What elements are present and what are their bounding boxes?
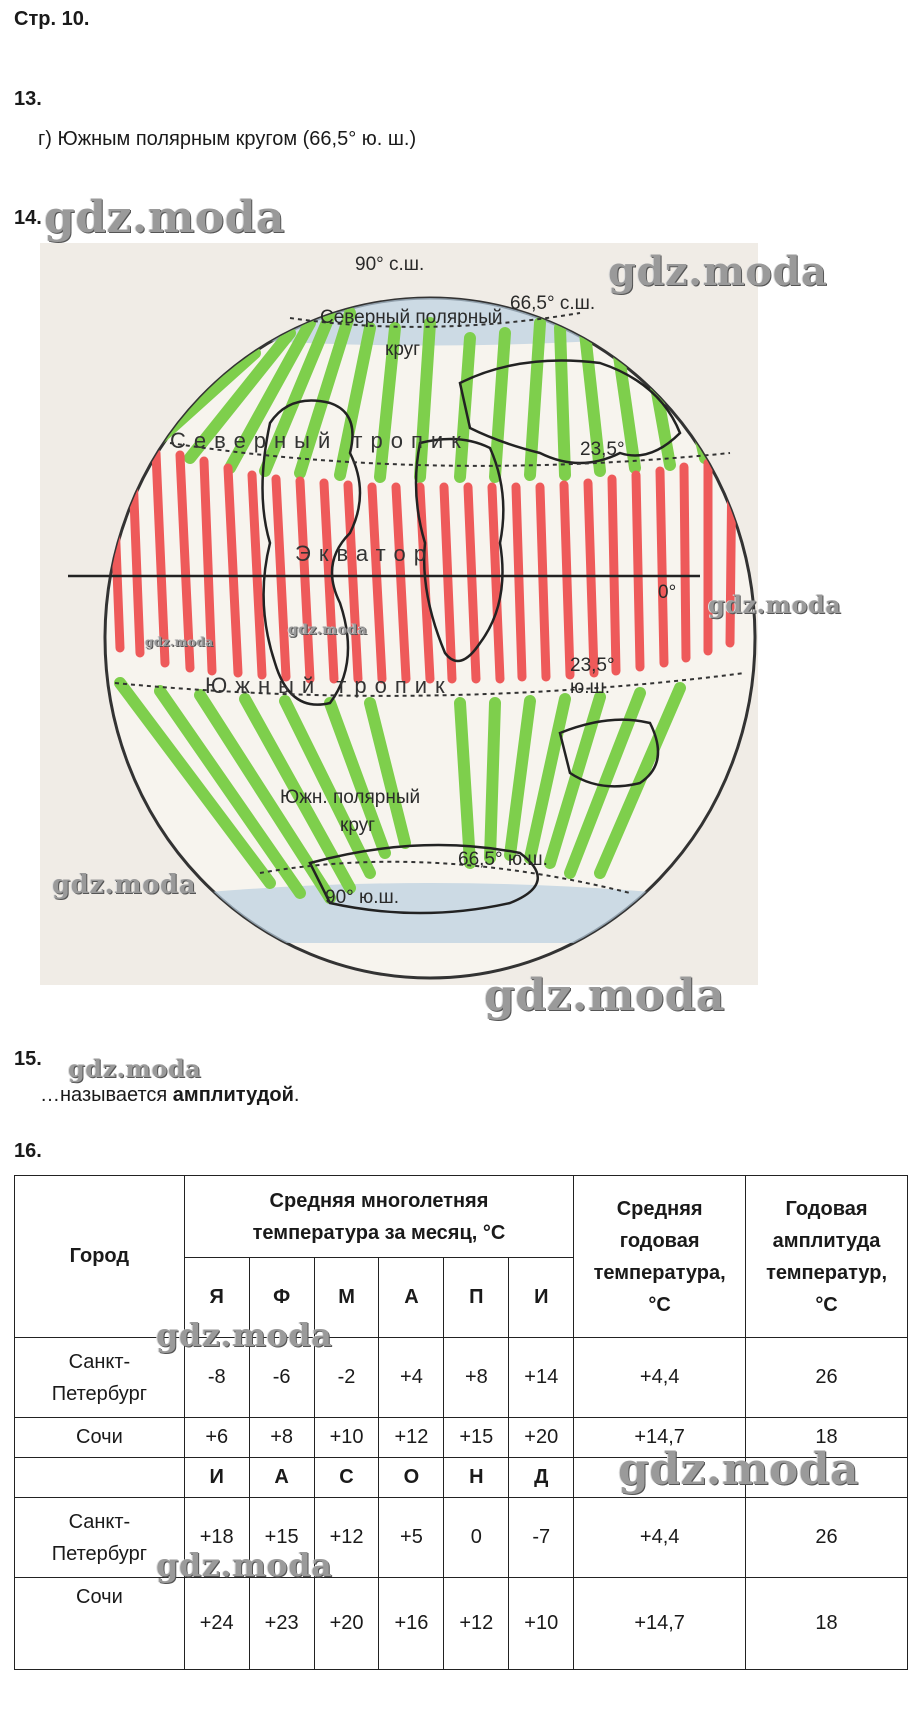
month-header: А	[379, 1258, 444, 1338]
header-annual-3: температура,	[593, 1261, 726, 1284]
watermark: gdz.moda	[156, 1546, 333, 1584]
label-north-tropic: Северный тропик	[170, 428, 469, 453]
header-amp-2: амплитуда	[772, 1229, 881, 1252]
value-cell: +4	[379, 1338, 444, 1418]
value-cell: -6	[249, 1338, 314, 1418]
city-name-1: Санкт-	[68, 1350, 131, 1373]
watermark: gdz.moda	[156, 1316, 333, 1354]
month-header: И	[509, 1258, 574, 1338]
month-header: И	[184, 1458, 249, 1498]
label-equator: Экватор	[295, 541, 434, 566]
watermark: gdz.moda	[68, 1054, 202, 1083]
header-monthly-1: Средняя многолетняя	[269, 1189, 489, 1212]
value-cell: +18	[184, 1498, 249, 1578]
amplitude-cell: 18	[746, 1578, 908, 1670]
month-header: О	[379, 1458, 444, 1498]
value-cell: 0	[444, 1498, 509, 1578]
month-header: Ф	[249, 1258, 314, 1338]
header-amp-3: температур,	[766, 1261, 887, 1284]
value-cell: +8	[249, 1418, 314, 1458]
q15-suffix: .	[293, 1084, 300, 1106]
value-cell: +10	[509, 1578, 574, 1670]
value-cell: -7	[509, 1498, 574, 1578]
city-cell: Сочи	[15, 1418, 185, 1458]
month-header: Д	[509, 1458, 574, 1498]
city-cell: Сочи	[15, 1578, 185, 1670]
header-annual-4: °С	[648, 1293, 671, 1316]
value-cell: +5	[379, 1498, 444, 1578]
header-annual-1: Средняя	[616, 1197, 703, 1220]
value-cell: +10	[314, 1418, 379, 1458]
label-235s-b: ю.ш.	[570, 677, 611, 698]
value-cell: +12	[444, 1578, 509, 1670]
value-cell: +16	[379, 1578, 444, 1670]
value-cell: +24	[184, 1578, 249, 1670]
month-header: Я	[184, 1258, 249, 1338]
watermark: gdz.moda	[44, 192, 286, 243]
watermark: gdz.moda	[608, 248, 828, 295]
header-monthly	[184, 1176, 573, 1258]
question-13-answer: г) Южным полярным кругом (66,5° ю. ш.)	[38, 128, 417, 150]
header-amp-1: Годовая	[785, 1197, 868, 1220]
label-235s-a: 23,5°	[570, 655, 615, 676]
month-header: П	[444, 1258, 509, 1338]
month-header: Н	[444, 1458, 509, 1498]
value-cell: +20	[509, 1418, 574, 1458]
question-15-number: 15.	[14, 1048, 42, 1070]
month-header: А	[249, 1458, 314, 1498]
annual-cell: +4,4	[574, 1498, 746, 1578]
value-cell: +15	[249, 1498, 314, 1578]
annual-cell: +14,7	[574, 1578, 746, 1670]
annual-cell: +14,7	[574, 1418, 746, 1458]
table-row	[15, 1578, 908, 1670]
header-city: Город	[15, 1176, 185, 1338]
q15-prefix: …называется	[40, 1084, 173, 1106]
label-antarctic-2: круг	[340, 815, 376, 836]
value-cell: +6	[184, 1418, 249, 1458]
value-cell: +14	[509, 1338, 574, 1418]
value-cell: +12	[379, 1418, 444, 1458]
header-annual	[574, 1176, 746, 1338]
city-name-1: Санкт-	[68, 1510, 131, 1533]
amplitude-cell: 26	[746, 1498, 908, 1578]
label-90s: 90° ю.ш.	[325, 887, 400, 908]
label-arctic-1: Северный полярный	[320, 307, 503, 328]
watermark: gdz.moda	[484, 970, 726, 1021]
table-row	[15, 1338, 908, 1418]
value-cell: +23	[249, 1578, 314, 1670]
label-665n: 66,5° с.ш.	[510, 293, 596, 314]
watermark: gdz.moda	[52, 870, 197, 900]
value-cell: +15	[444, 1418, 509, 1458]
header-monthly-2: температура за месяц, °С	[252, 1221, 506, 1244]
value-cell: +12	[314, 1498, 379, 1578]
city-name-2: Петербург	[51, 1542, 147, 1565]
label-90n: 90° с.ш.	[355, 254, 425, 275]
watermark: gdz.moda	[145, 635, 214, 649]
table-row	[15, 1498, 908, 1578]
question-15-answer	[40, 1084, 299, 1107]
watermark: gdz.moda	[618, 1444, 860, 1495]
watermark: gdz.moda	[708, 590, 842, 619]
month-header: С	[314, 1458, 379, 1498]
temperature-table	[14, 1175, 908, 1670]
value-cell: -2	[314, 1338, 379, 1418]
label-antarctic-1: Южн. полярный	[280, 787, 421, 808]
watermark: gdz.moda	[288, 622, 368, 638]
amplitude-cell: 26	[746, 1338, 908, 1418]
value-cell: -8	[184, 1338, 249, 1418]
label-665s: 66,5° ю.ш.	[458, 849, 548, 870]
label-zero: 0°	[658, 582, 677, 603]
value-cell: +20	[314, 1578, 379, 1670]
label-south-tropic: Южный тропик	[205, 673, 453, 698]
label-235n: 23,5°	[580, 439, 625, 460]
city-name-2: Петербург	[51, 1382, 147, 1405]
page-title: Стр. 10.	[14, 8, 90, 30]
header-amplitude	[746, 1176, 908, 1338]
amplitude-cell: 18	[746, 1418, 908, 1458]
question-13-number: 13.	[14, 88, 42, 110]
question-16-number: 16.	[14, 1140, 42, 1162]
header-amp-4: °С	[815, 1293, 838, 1316]
q15-bold: амплитудой	[172, 1084, 294, 1106]
annual-cell: +4,4	[574, 1338, 746, 1418]
empty-cell	[15, 1458, 185, 1498]
value-cell: +8	[444, 1338, 509, 1418]
question-14-number: 14.	[14, 207, 42, 229]
header-annual-2: годовая	[619, 1229, 700, 1252]
label-arctic-2: круг	[385, 339, 421, 360]
month-header: М	[314, 1258, 379, 1338]
